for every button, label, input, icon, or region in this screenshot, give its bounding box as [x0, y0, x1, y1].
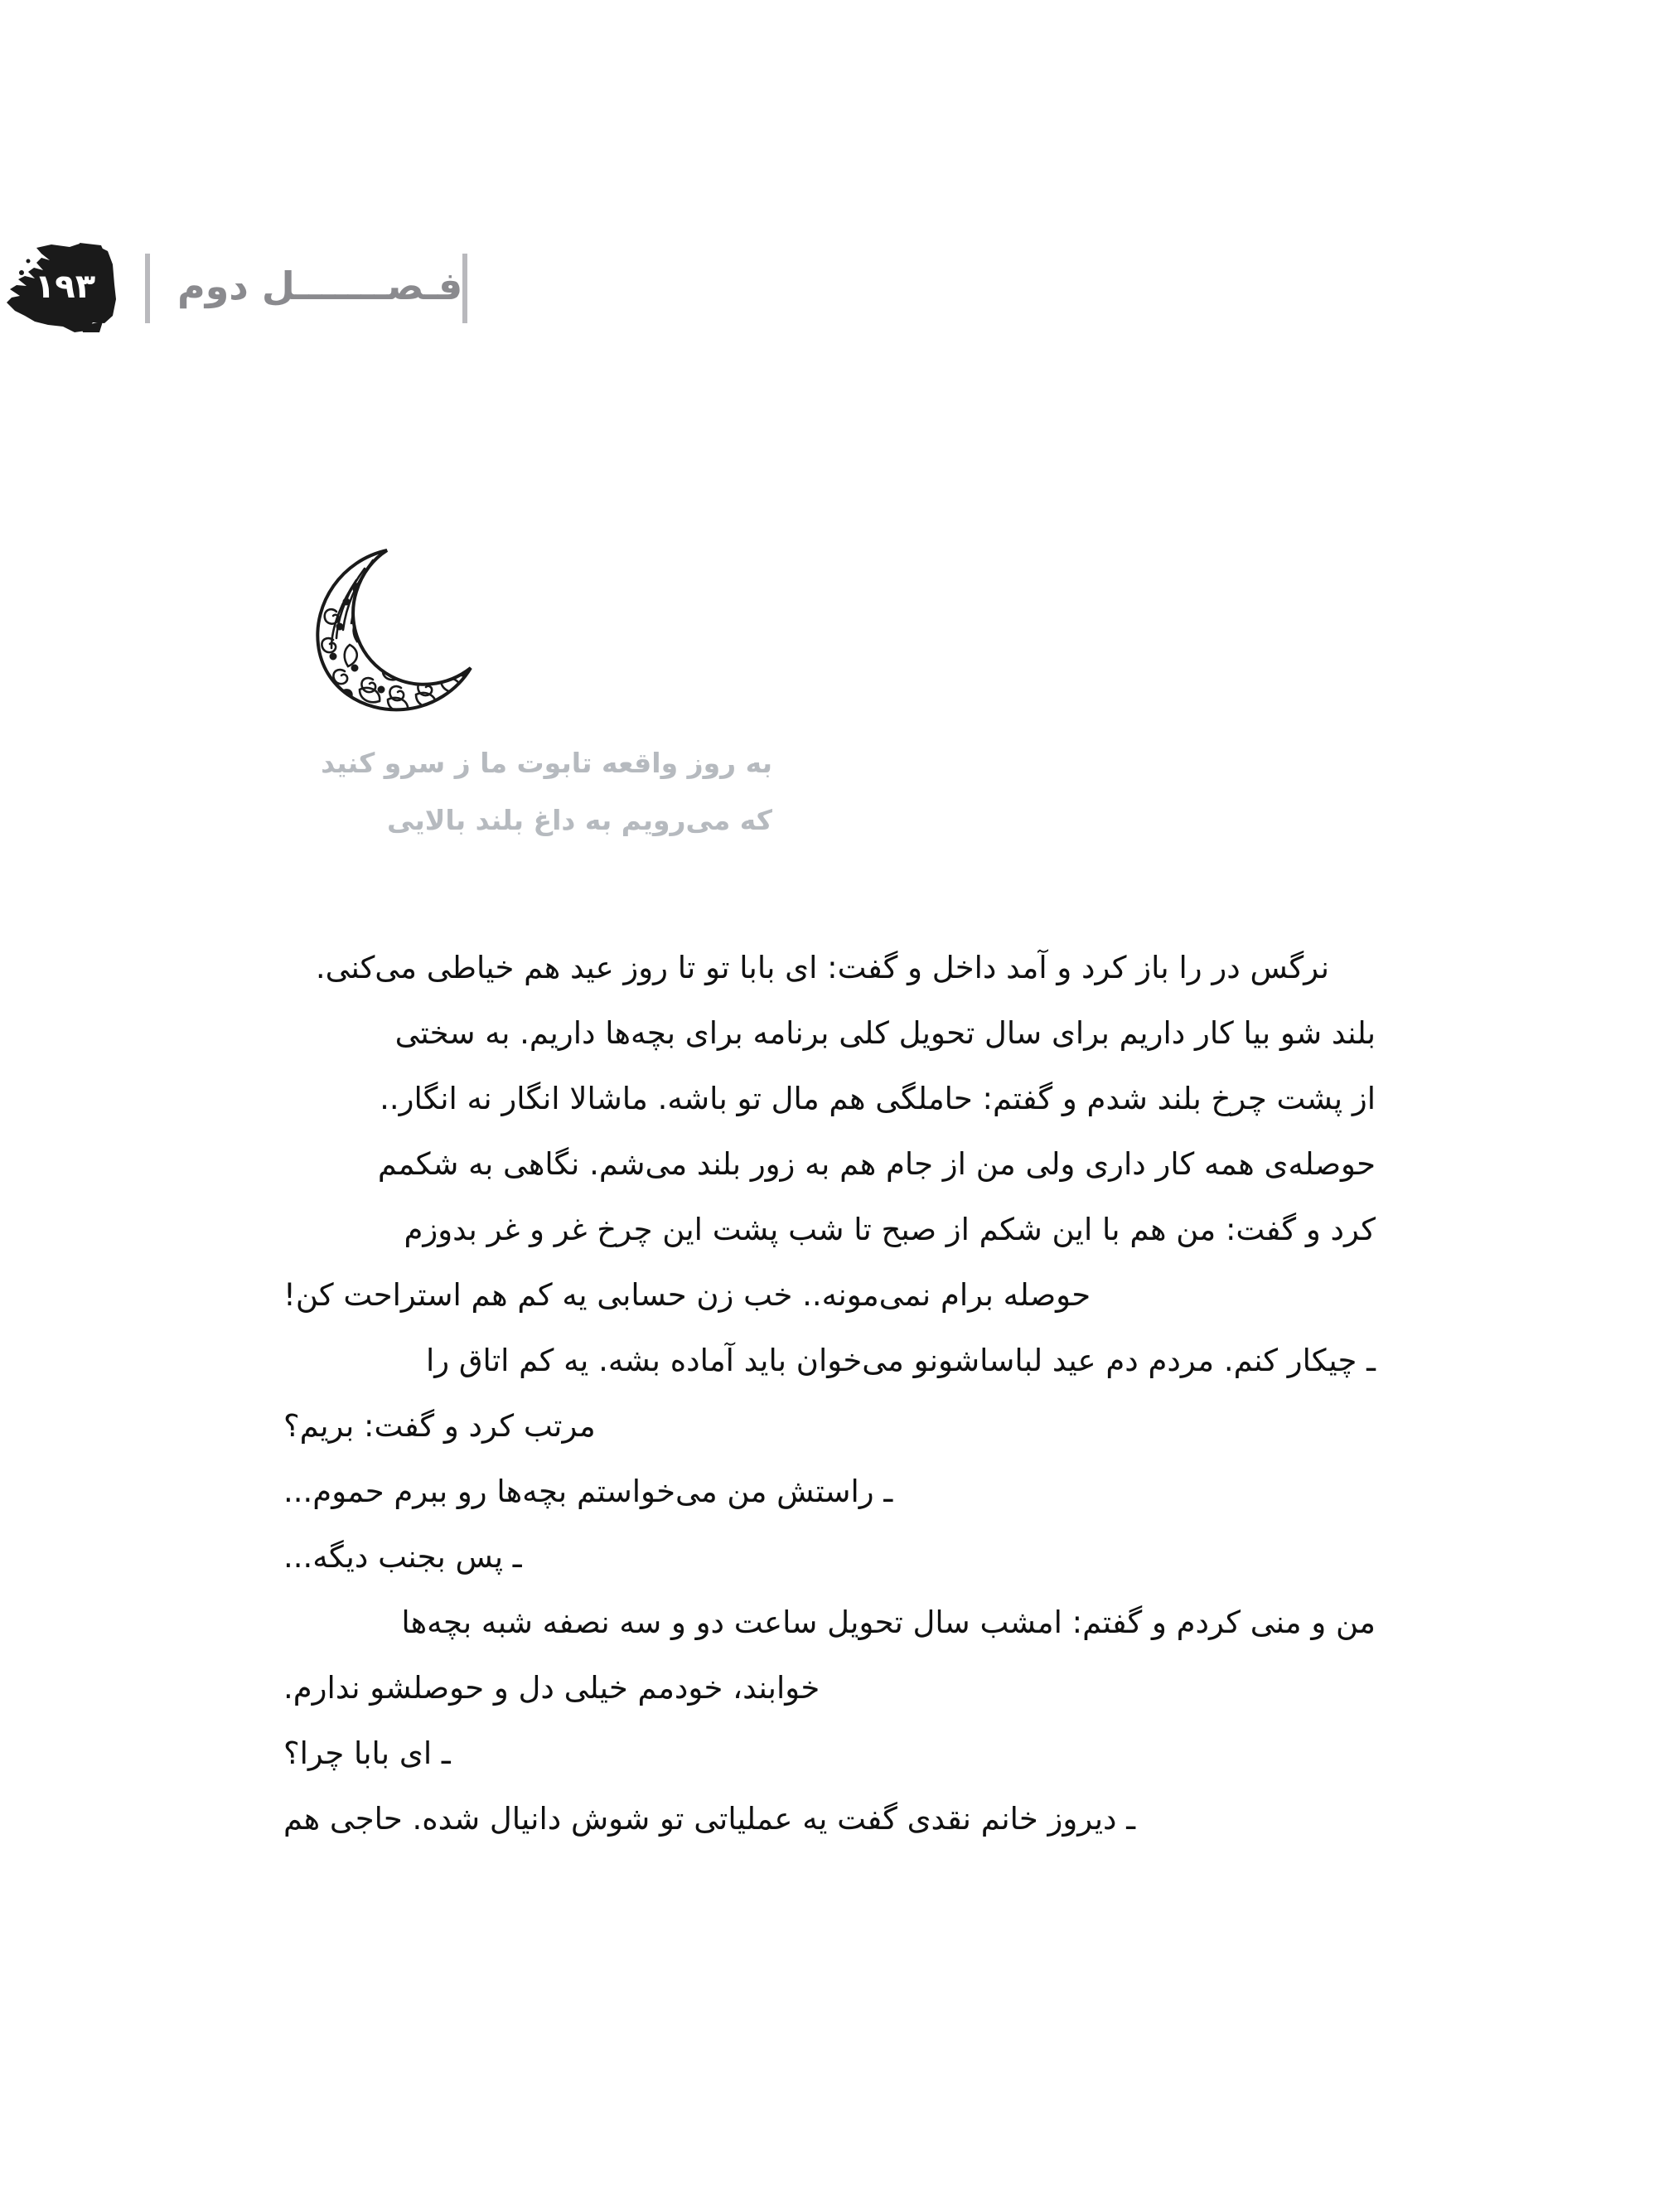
body-line-dialogue [283, 1459, 1376, 1524]
page-header [0, 230, 1659, 346]
header-divider-right [145, 254, 150, 323]
body-line [283, 1393, 1376, 1459]
body-line-dialogue [283, 1328, 1376, 1393]
poem-line: که می‌رویم به داغ بلند بالایی [387, 804, 772, 837]
page-number-badge [0, 240, 120, 337]
body-line-dialogue [283, 1786, 1376, 1851]
poem-epigraph [275, 742, 772, 841]
body-line [283, 1197, 1376, 1262]
body-line-text: کرد و گفت: من هم با این شکم از صبح تا شب پشت این چرخ غر و غر بدوزم [404, 1212, 1376, 1247]
body-line [283, 935, 1376, 1000]
body-line [283, 1066, 1376, 1131]
body-line-text: نرگس در را باز کرد و آمد داخل و گفت: ای بابا تو تا روز عید هم خیاطی می‌کنی. [315, 950, 1329, 985]
body-line-text: ـ ای بابا چرا؟ [283, 1735, 451, 1771]
decorative-crescent-moon-icon [308, 547, 486, 713]
body-line [283, 1000, 1376, 1066]
body-line-text: خوابند، خودمم خیلی دل و حوصلشو ندارم. [283, 1670, 820, 1706]
body-line-text: حوصله‌ی همه کار داری ولی من از جام هم به زور بلند می‌شم. نگاهی به شکمم [377, 1146, 1376, 1182]
body-line-text: ـ راستش من می‌خواستم بچه‌ها رو ببرم حموم... [283, 1474, 893, 1509]
body-line-text: مرتب کرد و گفت: بریم؟ [283, 1408, 596, 1444]
body-line-text: ـ پس بجنب دیگه... [283, 1539, 522, 1575]
body-line [283, 1655, 1376, 1721]
poem-line: به روز واقعه تابوت ما ز سرو کنید [321, 747, 772, 779]
chapter-title: فـصـــــــل دوم [177, 264, 463, 308]
body-line-text: حوصله برام نمی‌مونه.. خب زن حسابی یه کم هم استراحت کن! [283, 1277, 1091, 1313]
body-line [283, 1590, 1376, 1655]
body-line-text: بلند شو بیا کار داریم برای سال تحویل کلی برنامه برای بچه‌ها داریم. به سختی [394, 1015, 1376, 1051]
page-number-label: ۱۹۳ [34, 268, 96, 306]
body-line [283, 1131, 1376, 1197]
body-line-text: ـ چیکار کنم. مردم دم عید لباساشونو می‌خوان باید آماده بشه. یه کم اتاق را [425, 1343, 1376, 1378]
body-line-dialogue [283, 1524, 1376, 1590]
body-line-text: ـ دیروز خانم نقدی گفت یه عملیاتی تو شوش دانیال شده. حاجی هم [283, 1801, 1136, 1837]
body-line-text: من و منی کردم و گفتم: امشب سال تحویل ساعت دو و سه نصفه شبه بچه‌ها [401, 1605, 1376, 1640]
header-divider-left [462, 254, 467, 323]
body-text-block [283, 935, 1376, 1851]
body-line [283, 1262, 1376, 1328]
body-line-dialogue [283, 1721, 1376, 1786]
body-line-text: از پشت چرخ بلند شدم و گفتم: حاملگی هم مال تو باشه. ماشالا انگار نه انگار.. [380, 1081, 1376, 1116]
